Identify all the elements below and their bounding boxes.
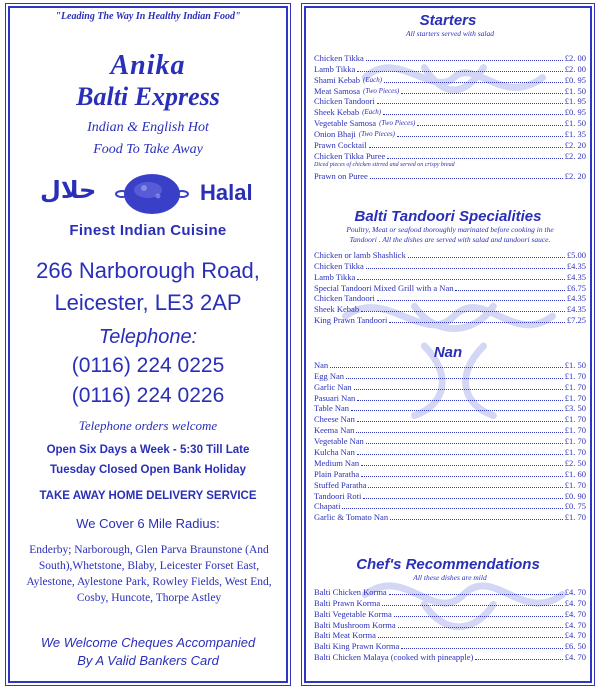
delivery-service: TAKE AWAY HOME DELIVERY SERVICE [39, 490, 257, 502]
halal-arabic-text: حلال [40, 176, 97, 204]
menu-item-price: £1. 95 [564, 96, 586, 107]
dot-leader [357, 279, 565, 280]
menu-item-price: £1. 50 [564, 118, 586, 129]
menu-item [314, 586, 586, 597]
menu-item-price: £0. 90 [564, 490, 586, 501]
menu-item [314, 74, 586, 85]
menu-item-name: Pasuari Nan [314, 392, 356, 403]
menu-item [314, 52, 586, 63]
menu-item-name: Lamb Tikka [314, 63, 356, 74]
dot-leader [366, 268, 565, 269]
menu-item-name: Chicken Tikka [314, 52, 364, 63]
dot-leader [378, 637, 563, 638]
menu-item [314, 457, 586, 468]
menu-item-name: Sheek Kebab [314, 304, 360, 315]
dot-leader [361, 311, 565, 312]
menu-item [314, 511, 586, 522]
menu-item-name: Keema Nan [314, 425, 355, 436]
menu-item-name: Special Tandoori Mixed Grill with a Nan [314, 282, 454, 293]
menu-item-price: £1. 70 [564, 436, 586, 447]
starters-list [314, 52, 586, 181]
starters-title: Starters [419, 12, 477, 29]
dot-leader [369, 147, 563, 148]
address-line2: Leicester, LE3 2AP [54, 290, 242, 315]
menu-item-name: Lamb Tikka [314, 271, 356, 282]
cheques-line2: By A Valid Bankers Card [77, 653, 219, 668]
dot-leader [408, 257, 565, 258]
menu-item [314, 303, 586, 314]
menu-item [314, 501, 586, 512]
balti-bowl-icon [114, 172, 190, 216]
menu-item [314, 128, 586, 139]
menu-item [314, 249, 586, 260]
halal-row [10, 170, 286, 216]
chefs-title: Chef's Recommendations [356, 556, 540, 573]
dot-leader [389, 594, 563, 595]
menu-item-name: Vegetable Nan [314, 436, 364, 447]
menu-item-name: Chicken Tikka [314, 260, 364, 271]
dot-leader [377, 103, 563, 104]
menu-item [314, 170, 586, 181]
phone-number-1: (0116) 224 0225 [71, 354, 225, 377]
menu-item-name: Balti Prawn Korma [314, 597, 381, 608]
dot-leader [401, 93, 562, 94]
telephone-note: Telephone orders welcome [78, 418, 218, 433]
menu-item [314, 106, 586, 117]
menu-item-name: Balti Mushroom Korma [314, 619, 396, 630]
menu-item [314, 403, 586, 414]
menu-item [314, 359, 586, 370]
address-line1: 266 Narborough Road, [36, 258, 260, 283]
delivery-areas: Enderby; Narborough, Glen Parva Braunstone (And South),Whetstone, Blaby, Leicester Forset East, Aylestone, Aylestone Park, Rowley Fields, West End, Cosby, Huncote, Thorpe Astley [26, 544, 272, 604]
menu-item [314, 117, 586, 128]
menu-item [314, 381, 586, 392]
menu-item [314, 282, 586, 293]
menu-item-price: £0. 95 [564, 107, 586, 118]
menu-item-name: Balti Meat Korma [314, 630, 376, 641]
delivery-radius: We Cover 6 Mile Radius: [76, 516, 220, 531]
menu-item-price: £7.25 [566, 315, 586, 326]
menu-item [314, 314, 586, 325]
menu-item-name: Vegetable Samosa [314, 118, 377, 129]
menu-item-price: £1. 50 [564, 359, 586, 370]
menu-item-name: Cheese Nan [314, 414, 355, 425]
menu-item-price: £1. 60 [564, 468, 586, 479]
dot-leader [361, 476, 563, 477]
chefs-list [314, 586, 586, 662]
dot-leader [357, 454, 563, 455]
menu-item-price: £1. 70 [564, 425, 586, 436]
left-panel [8, 6, 288, 683]
menu-item-name: Onion Bhaji [314, 129, 356, 140]
menu-item-name: Balti Vegetable Korma [314, 608, 392, 619]
tagline: "Leading The Way In Healthy Indian Food" [55, 11, 241, 22]
dot-leader [351, 410, 563, 411]
balti-tandoori-subtitle-line2: Tandoori . All the dishes are served with salad and tandoori sauce. [349, 235, 551, 244]
menu-item-price: £4. 70 [564, 597, 586, 608]
dot-leader [394, 616, 563, 617]
dot-leader [397, 136, 563, 137]
menu-item-price: £5.00 [566, 249, 586, 260]
dot-leader [342, 508, 562, 509]
dot-leader [330, 367, 563, 368]
menu-item-price: £4. 70 [564, 619, 586, 630]
menu-item-price: £2. 00 [564, 52, 586, 63]
menu-item-price: £1. 70 [564, 381, 586, 392]
menu-item-price: £1. 70 [564, 370, 586, 381]
menu-item-price: £1. 70 [564, 392, 586, 403]
dot-leader [356, 432, 562, 433]
subtitle-line2: Food To Take Away [93, 142, 203, 157]
dot-leader [387, 158, 562, 159]
halal-label: Halal [200, 180, 253, 205]
menu-item-price: £2. 00 [564, 63, 586, 74]
menu-item-name: Kulcha Nan [314, 447, 355, 458]
nan-title: Nan [433, 344, 463, 361]
menu-item [314, 85, 586, 96]
dot-leader [390, 519, 563, 520]
menu-item-name: Prawn on Puree [314, 170, 368, 181]
opening-hours-line2: Tuesday Closed Open Bank Holiday [50, 464, 246, 476]
menu-item-price: £4. 70 [564, 630, 586, 641]
dot-leader [346, 378, 563, 379]
dot-leader [354, 389, 563, 390]
dot-leader [417, 125, 562, 126]
menu-item [314, 479, 586, 490]
menu-item-name: Prawn Cocktail [314, 140, 367, 151]
menu-item-price: £4.35 [566, 260, 586, 271]
menu-item-name: Garlic & Tomato Nan [314, 512, 389, 523]
menu-item [314, 413, 586, 424]
menu-item-name: Chicken Tandoori [314, 96, 375, 107]
menu-item-name: Nan [314, 359, 329, 370]
menu-item [314, 424, 586, 435]
menu-item-name: Plain Paratha [314, 468, 360, 479]
menu-item-price: £4.35 [566, 293, 586, 304]
menu-item-price: £6. 50 [564, 641, 586, 652]
menu-item-price: £2. 20 [564, 140, 586, 151]
menu-item-name: Meat Samosa [314, 85, 361, 96]
dot-leader [398, 627, 563, 628]
menu-item-price: £4. 70 [564, 608, 586, 619]
menu-item-note: (Two Pieces) [379, 119, 416, 128]
dot-leader [401, 648, 563, 649]
dot-leader [357, 71, 562, 72]
dot-leader [384, 82, 563, 83]
dot-leader [366, 60, 563, 61]
menu-item [314, 293, 586, 304]
menu-item [314, 630, 586, 641]
menu-item-price: £6.75 [566, 282, 586, 293]
dot-leader [475, 659, 562, 660]
dot-leader [455, 290, 564, 291]
menu-item [314, 260, 586, 271]
menu-item [314, 608, 586, 619]
menu-item-name: Chapati [314, 501, 341, 512]
starters-subtitle: All starters served with salad [406, 29, 494, 38]
menu-item-name: Chicken or lamb Shashlick [314, 249, 406, 260]
menu-item-note: (Each) [363, 75, 383, 84]
dot-leader [363, 498, 562, 499]
menu-item-name: Medium Nan [314, 457, 360, 468]
chefs-subtitle: All these dishes are mild [413, 573, 487, 582]
phone-number-2: (0116) 224 0226 [71, 384, 225, 407]
menu-item-note: (Two Pieces) [358, 130, 396, 139]
menu-item-price: £1. 35 [564, 129, 586, 140]
menu-item-name: Shami Kebab [314, 74, 361, 85]
balti-tandoori-subtitle-line1: Poultry, Meat or seafood thoroughly marinated before cooking in the [346, 225, 554, 234]
menu-item [314, 63, 586, 74]
menu-item-price: £2. 20 [564, 150, 586, 161]
menu-item [314, 392, 586, 403]
menu-item [314, 435, 586, 446]
menu-item [314, 271, 586, 282]
dot-leader [366, 443, 563, 444]
menu-item [314, 370, 586, 381]
menu-item-price: £2. 50 [564, 457, 586, 468]
menu-item-name: Chicken Tikka Puree [314, 150, 386, 161]
menu-item-name: Table Nan [314, 403, 350, 414]
right-panel [304, 6, 592, 683]
dot-leader [383, 114, 563, 115]
menu-item-price: £4.35 [566, 271, 586, 282]
dot-leader [389, 322, 564, 323]
menu-item-price: £3. 50 [564, 403, 586, 414]
menu-item-price: £4. 70 [564, 586, 586, 597]
menu-item-price: £1. 70 [564, 447, 586, 458]
cheques-line1: We Welcome Cheques Accompanied [40, 635, 256, 650]
dot-leader [361, 465, 563, 466]
menu-item-price: £2. 20 [564, 170, 586, 181]
telephone-label: Telephone: [98, 326, 198, 348]
dot-leader [368, 487, 562, 488]
menu-item-note: (Each) [362, 108, 382, 117]
menu-item-name: Balti Chicken Korma [314, 586, 387, 597]
menu-item-name: Chicken Tandoori [314, 293, 375, 304]
balti-tandoori-list [314, 249, 586, 325]
menu-item-price: £1. 70 [564, 414, 586, 425]
finest-cuisine: Finest Indian Cuisine [69, 222, 227, 239]
menu-item [314, 651, 586, 662]
menu-item [314, 619, 586, 630]
subtitle-line1: Indian & English Hot [87, 120, 209, 135]
menu-item [314, 640, 586, 651]
menu-item [314, 597, 586, 608]
puree-description: Diced pieces of chicken stirred and served on crispy bread [314, 161, 455, 168]
menu-item-price: £0. 95 [564, 74, 586, 85]
menu-item-name: King Prawn Tandoori [314, 315, 388, 326]
menu-item-name: Egg Nan [314, 370, 344, 381]
menu-item-price: £1. 50 [564, 85, 586, 96]
menu-item-price: £1. 70 [564, 512, 586, 523]
menu-item-price: £4. 70 [564, 652, 586, 663]
menu-item-name: Stuffed Paratha [314, 479, 367, 490]
nan-list [314, 359, 586, 522]
dot-leader [370, 178, 563, 179]
menu-item-name: Tandoori Roti [314, 490, 362, 501]
dot-leader [357, 421, 563, 422]
balti-tandoori-title: Balti Tandoori Specialities [354, 208, 542, 225]
restaurant-name-line2: Balti Express [76, 82, 220, 111]
menu-item [314, 446, 586, 457]
dot-leader [377, 300, 565, 301]
menu-item [314, 96, 586, 107]
menu-item-name: Balti King Prawn Korma [314, 641, 400, 652]
restaurant-name-line1: Anika [110, 50, 186, 81]
menu-item-price: £0. 75 [564, 501, 586, 512]
menu-item-note: (Two Pieces) [363, 86, 400, 95]
menu-item-price: £1. 70 [564, 479, 586, 490]
cheques-note [10, 634, 286, 670]
menu-item [314, 490, 586, 501]
menu-item [314, 468, 586, 479]
menu-item [314, 139, 586, 150]
menu-item-name: Balti Chicken Malaya (cooked with pineapple) [314, 652, 474, 663]
dot-leader [357, 400, 562, 401]
dot-leader [382, 605, 563, 606]
opening-hours-line1: Open Six Days a Week - 5:30 Till Late [46, 444, 250, 456]
menu-item-price: £4.35 [566, 304, 586, 315]
menu-item-name: Sheek Kebab [314, 107, 360, 118]
menu-item-name: Garlic Nan [314, 381, 352, 392]
